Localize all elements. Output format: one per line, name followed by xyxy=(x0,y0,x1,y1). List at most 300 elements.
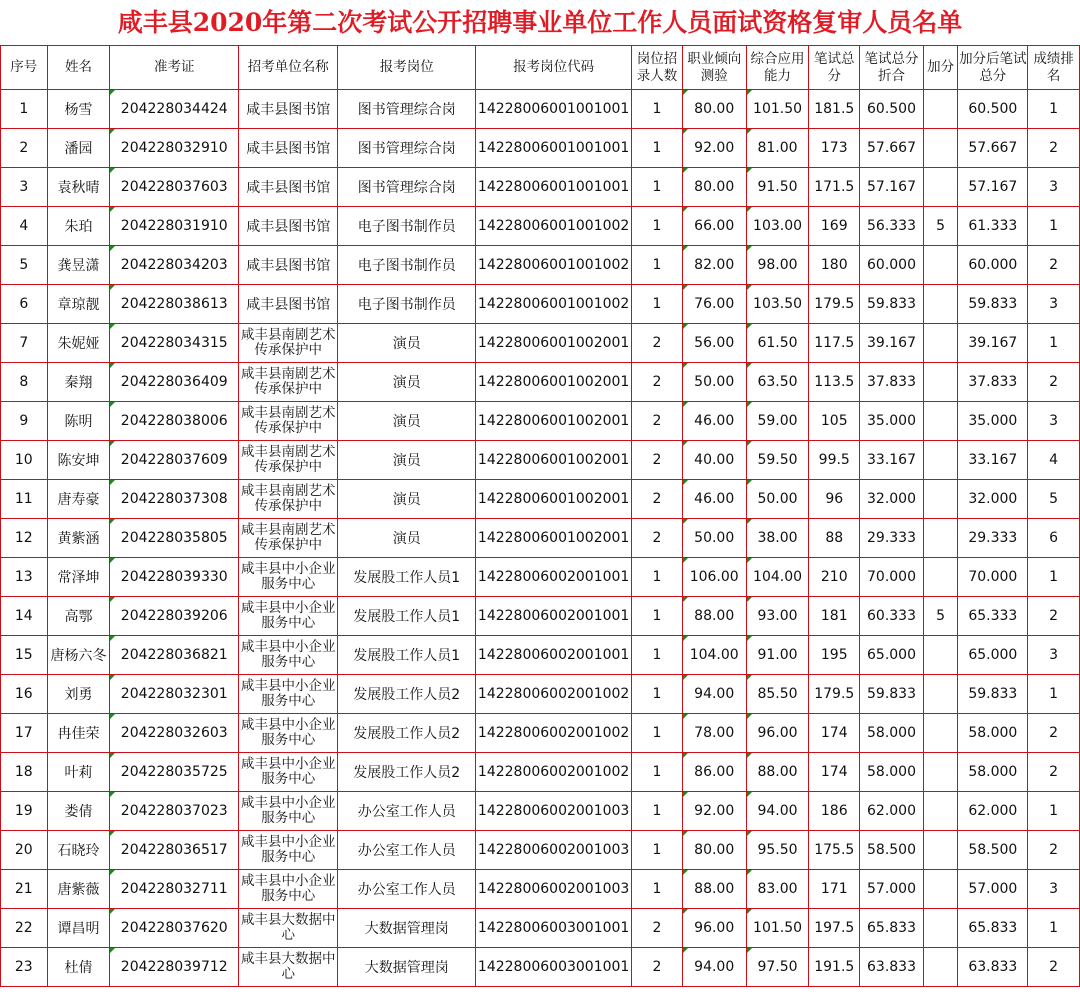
cell-aptitude-score: 88.00 xyxy=(682,597,746,636)
cell-exam-id: 204228032301 xyxy=(110,675,239,714)
cell-rank: 2 xyxy=(1028,597,1080,636)
cell-application-score: 91.50 xyxy=(746,168,809,207)
column-header-written-converted: 笔试总分折合 xyxy=(860,46,924,90)
cell-application-score: 104.00 xyxy=(746,558,809,597)
cell-bonus xyxy=(923,948,957,987)
cell-quota: 1 xyxy=(632,870,683,909)
cell-position-code: 14228006001002001 xyxy=(476,402,632,441)
cell-position: 图书管理综合岗 xyxy=(338,90,476,129)
column-header-name: 姓名 xyxy=(47,46,110,90)
cell-exam-id: 204228038613 xyxy=(110,285,239,324)
cell-written-total: 179.5 xyxy=(809,285,860,324)
cell-written-total: 175.5 xyxy=(809,831,860,870)
cell-seq: 22 xyxy=(1,909,48,948)
cell-exam-id: 204228039712 xyxy=(110,948,239,987)
cell-written-converted: 57.667 xyxy=(860,129,924,168)
candidate-table xyxy=(0,45,1080,987)
cell-position-code: 14228006001002001 xyxy=(476,480,632,519)
cell-position-code: 14228006001001002 xyxy=(476,246,632,285)
cell-application-score: 103.50 xyxy=(746,285,809,324)
column-header-written-total: 笔试总分 xyxy=(809,46,860,90)
table-row xyxy=(1,714,1080,753)
cell-position: 电子图书制作员 xyxy=(338,285,476,324)
cell-bonus xyxy=(923,402,957,441)
cell-name: 叶莉 xyxy=(47,753,110,792)
cell-position-code: 14228006003001001 xyxy=(476,909,632,948)
cell-aptitude-score: 92.00 xyxy=(682,792,746,831)
cell-aptitude-score: 106.00 xyxy=(682,558,746,597)
cell-quota: 1 xyxy=(632,831,683,870)
cell-employer: 咸丰县南剧艺术传承保护中 xyxy=(239,441,338,480)
cell-rank: 3 xyxy=(1028,285,1080,324)
cell-final-written: 65.333 xyxy=(958,597,1028,636)
cell-quota: 2 xyxy=(632,909,683,948)
table-row xyxy=(1,246,1080,285)
cell-exam-id: 204228036409 xyxy=(110,363,239,402)
cell-aptitude-score: 82.00 xyxy=(682,246,746,285)
cell-rank: 2 xyxy=(1028,363,1080,402)
cell-position-code: 14228006002001003 xyxy=(476,792,632,831)
cell-bonus xyxy=(923,480,957,519)
cell-final-written: 60.500 xyxy=(958,90,1028,129)
cell-seq: 15 xyxy=(1,636,48,675)
cell-bonus xyxy=(923,90,957,129)
cell-employer: 咸丰县中小企业服务中心 xyxy=(239,714,338,753)
cell-bonus xyxy=(923,519,957,558)
cell-name: 常泽坤 xyxy=(47,558,110,597)
cell-bonus xyxy=(923,870,957,909)
cell-aptitude-score: 50.00 xyxy=(682,363,746,402)
cell-employer: 咸丰县大数据中心 xyxy=(239,909,338,948)
cell-rank: 2 xyxy=(1028,948,1080,987)
cell-application-score: 96.00 xyxy=(746,714,809,753)
cell-application-score: 50.00 xyxy=(746,480,809,519)
cell-employer: 咸丰县图书馆 xyxy=(239,129,338,168)
cell-written-total: 210 xyxy=(809,558,860,597)
cell-aptitude-score: 92.00 xyxy=(682,129,746,168)
column-header-position: 报考岗位 xyxy=(338,46,476,90)
cell-position-code: 14228006001002001 xyxy=(476,519,632,558)
cell-written-total: 105 xyxy=(809,402,860,441)
cell-exam-id: 204228037603 xyxy=(110,168,239,207)
cell-exam-id: 204228034424 xyxy=(110,90,239,129)
cell-final-written: 58.500 xyxy=(958,831,1028,870)
cell-final-written: 57.000 xyxy=(958,870,1028,909)
cell-position: 办公室工作人员 xyxy=(338,792,476,831)
cell-application-score: 81.00 xyxy=(746,129,809,168)
cell-quota: 1 xyxy=(632,129,683,168)
cell-position-code: 14228006001001002 xyxy=(476,207,632,246)
cell-written-total: 191.5 xyxy=(809,948,860,987)
column-header-quota: 岗位招录人数 xyxy=(632,46,683,90)
cell-rank: 2 xyxy=(1028,831,1080,870)
cell-name: 朱珀 xyxy=(47,207,110,246)
cell-aptitude-score: 40.00 xyxy=(682,441,746,480)
cell-position: 大数据管理岗 xyxy=(338,948,476,987)
cell-employer: 咸丰县南剧艺术传承保护中 xyxy=(239,519,338,558)
table-row xyxy=(1,519,1080,558)
cell-exam-id: 204228036821 xyxy=(110,636,239,675)
cell-rank: 3 xyxy=(1028,402,1080,441)
cell-written-total: 174 xyxy=(809,753,860,792)
cell-employer: 咸丰县图书馆 xyxy=(239,285,338,324)
cell-quota: 1 xyxy=(632,207,683,246)
cell-final-written: 60.000 xyxy=(958,246,1028,285)
page-title: 咸丰县2020年第二次考试公开招聘事业单位工作人员面试资格复审人员名单 xyxy=(117,8,963,37)
cell-written-total: 186 xyxy=(809,792,860,831)
cell-bonus xyxy=(923,909,957,948)
cell-bonus xyxy=(923,792,957,831)
cell-position-code: 14228006002001002 xyxy=(476,753,632,792)
cell-final-written: 70.000 xyxy=(958,558,1028,597)
cell-written-converted: 60.000 xyxy=(860,246,924,285)
cell-written-converted: 62.000 xyxy=(860,792,924,831)
cell-position: 演员 xyxy=(338,324,476,363)
cell-final-written: 37.833 xyxy=(958,363,1028,402)
table-row xyxy=(1,207,1080,246)
cell-quota: 2 xyxy=(632,324,683,363)
cell-seq: 16 xyxy=(1,675,48,714)
cell-seq: 13 xyxy=(1,558,48,597)
cell-written-converted: 58.000 xyxy=(860,753,924,792)
cell-rank: 2 xyxy=(1028,246,1080,285)
cell-written-converted: 59.833 xyxy=(860,285,924,324)
cell-position-code: 14228006001002001 xyxy=(476,441,632,480)
table-row xyxy=(1,636,1080,675)
cell-quota: 1 xyxy=(632,675,683,714)
cell-quota: 1 xyxy=(632,168,683,207)
table-row xyxy=(1,285,1080,324)
cell-written-total: 181.5 xyxy=(809,90,860,129)
cell-position: 办公室工作人员 xyxy=(338,831,476,870)
cell-employer: 咸丰县中小企业服务中心 xyxy=(239,636,338,675)
cell-employer: 咸丰县中小企业服务中心 xyxy=(239,753,338,792)
cell-quota: 1 xyxy=(632,90,683,129)
cell-final-written: 58.000 xyxy=(958,753,1028,792)
cell-aptitude-score: 46.00 xyxy=(682,480,746,519)
header-row xyxy=(1,46,1080,90)
cell-rank: 1 xyxy=(1028,792,1080,831)
cell-application-score: 101.50 xyxy=(746,909,809,948)
cell-seq: 23 xyxy=(1,948,48,987)
cell-seq: 5 xyxy=(1,246,48,285)
cell-bonus xyxy=(923,675,957,714)
cell-rank: 3 xyxy=(1028,636,1080,675)
cell-seq: 17 xyxy=(1,714,48,753)
cell-final-written: 59.833 xyxy=(958,285,1028,324)
cell-exam-id: 204228038006 xyxy=(110,402,239,441)
cell-written-converted: 60.333 xyxy=(860,597,924,636)
cell-seq: 19 xyxy=(1,792,48,831)
cell-employer: 咸丰县图书馆 xyxy=(239,90,338,129)
cell-written-total: 171.5 xyxy=(809,168,860,207)
cell-written-converted: 65.833 xyxy=(860,909,924,948)
cell-written-total: 113.5 xyxy=(809,363,860,402)
table-row xyxy=(1,363,1080,402)
cell-employer: 咸丰县中小企业服务中心 xyxy=(239,675,338,714)
cell-exam-id: 204228031910 xyxy=(110,207,239,246)
cell-employer: 咸丰县南剧艺术传承保护中 xyxy=(239,402,338,441)
cell-exam-id: 204228036517 xyxy=(110,831,239,870)
cell-written-total: 174 xyxy=(809,714,860,753)
cell-name: 谭昌明 xyxy=(47,909,110,948)
cell-name: 陈明 xyxy=(47,402,110,441)
table-row xyxy=(1,753,1080,792)
cell-written-converted: 39.167 xyxy=(860,324,924,363)
cell-written-total: 88 xyxy=(809,519,860,558)
table-row xyxy=(1,324,1080,363)
cell-application-score: 61.50 xyxy=(746,324,809,363)
cell-application-score: 85.50 xyxy=(746,675,809,714)
cell-written-total: 99.5 xyxy=(809,441,860,480)
cell-aptitude-score: 46.00 xyxy=(682,402,746,441)
cell-final-written: 63.833 xyxy=(958,948,1028,987)
cell-written-total: 181 xyxy=(809,597,860,636)
table-row xyxy=(1,558,1080,597)
table-row xyxy=(1,831,1080,870)
cell-employer: 咸丰县大数据中心 xyxy=(239,948,338,987)
table-row xyxy=(1,168,1080,207)
cell-written-converted: 58.500 xyxy=(860,831,924,870)
cell-application-score: 91.00 xyxy=(746,636,809,675)
cell-exam-id: 204228034315 xyxy=(110,324,239,363)
cell-seq: 6 xyxy=(1,285,48,324)
cell-rank: 1 xyxy=(1028,909,1080,948)
cell-bonus xyxy=(923,129,957,168)
table-row xyxy=(1,402,1080,441)
cell-exam-id: 204228032910 xyxy=(110,129,239,168)
cell-written-total: 96 xyxy=(809,480,860,519)
cell-application-score: 93.00 xyxy=(746,597,809,636)
cell-name: 龚昱潇 xyxy=(47,246,110,285)
cell-written-total: 197.5 xyxy=(809,909,860,948)
cell-application-score: 59.50 xyxy=(746,441,809,480)
cell-application-score: 88.00 xyxy=(746,753,809,792)
cell-position: 演员 xyxy=(338,363,476,402)
cell-name: 朱妮娅 xyxy=(47,324,110,363)
cell-position: 电子图书制作员 xyxy=(338,246,476,285)
cell-aptitude-score: 80.00 xyxy=(682,90,746,129)
cell-final-written: 57.167 xyxy=(958,168,1028,207)
cell-name: 袁秋晴 xyxy=(47,168,110,207)
cell-rank: 1 xyxy=(1028,675,1080,714)
cell-seq: 1 xyxy=(1,90,48,129)
cell-seq: 12 xyxy=(1,519,48,558)
cell-written-converted: 59.833 xyxy=(860,675,924,714)
cell-written-total: 195 xyxy=(809,636,860,675)
cell-position-code: 14228006002001001 xyxy=(476,636,632,675)
cell-position: 发展股工作人员2 xyxy=(338,753,476,792)
cell-application-score: 38.00 xyxy=(746,519,809,558)
cell-quota: 2 xyxy=(632,363,683,402)
column-header-aptitude-score: 职业倾向测验 xyxy=(682,46,746,90)
cell-exam-id: 204228034203 xyxy=(110,246,239,285)
cell-bonus: 5 xyxy=(923,207,957,246)
cell-rank: 3 xyxy=(1028,870,1080,909)
table-row xyxy=(1,441,1080,480)
cell-employer: 咸丰县南剧艺术传承保护中 xyxy=(239,480,338,519)
cell-seq: 14 xyxy=(1,597,48,636)
cell-aptitude-score: 78.00 xyxy=(682,714,746,753)
cell-exam-id: 204228035725 xyxy=(110,753,239,792)
cell-rank: 6 xyxy=(1028,519,1080,558)
cell-name: 冉佳荣 xyxy=(47,714,110,753)
cell-aptitude-score: 56.00 xyxy=(682,324,746,363)
cell-quota: 2 xyxy=(632,441,683,480)
cell-written-total: 173 xyxy=(809,129,860,168)
cell-name: 黄紫涵 xyxy=(47,519,110,558)
cell-written-converted: 57.000 xyxy=(860,870,924,909)
cell-position: 演员 xyxy=(338,519,476,558)
cell-name: 杜倩 xyxy=(47,948,110,987)
cell-position: 电子图书制作员 xyxy=(338,207,476,246)
cell-written-converted: 56.333 xyxy=(860,207,924,246)
table-row xyxy=(1,597,1080,636)
cell-written-converted: 70.000 xyxy=(860,558,924,597)
cell-position: 图书管理综合岗 xyxy=(338,129,476,168)
cell-employer: 咸丰县图书馆 xyxy=(239,207,338,246)
cell-employer: 咸丰县中小企业服务中心 xyxy=(239,792,338,831)
cell-name: 潘园 xyxy=(47,129,110,168)
cell-application-score: 101.50 xyxy=(746,90,809,129)
cell-bonus xyxy=(923,285,957,324)
cell-final-written: 59.833 xyxy=(958,675,1028,714)
cell-bonus xyxy=(923,363,957,402)
cell-aptitude-score: 86.00 xyxy=(682,753,746,792)
cell-final-written: 65.833 xyxy=(958,909,1028,948)
cell-written-converted: 65.000 xyxy=(860,636,924,675)
cell-position: 发展股工作人员2 xyxy=(338,714,476,753)
cell-exam-id: 204228037620 xyxy=(110,909,239,948)
cell-employer: 咸丰县中小企业服务中心 xyxy=(239,558,338,597)
table-row xyxy=(1,90,1080,129)
cell-position-code: 14228006002001003 xyxy=(476,870,632,909)
cell-quota: 1 xyxy=(632,597,683,636)
cell-quota: 2 xyxy=(632,948,683,987)
cell-bonus xyxy=(923,636,957,675)
cell-position-code: 14228006003001001 xyxy=(476,948,632,987)
cell-rank: 1 xyxy=(1028,558,1080,597)
cell-rank: 2 xyxy=(1028,714,1080,753)
cell-name: 章琼靓 xyxy=(47,285,110,324)
cell-application-score: 94.00 xyxy=(746,792,809,831)
cell-name: 唐寿豪 xyxy=(47,480,110,519)
table-row xyxy=(1,129,1080,168)
cell-seq: 4 xyxy=(1,207,48,246)
column-header-application-score: 综合应用能力 xyxy=(746,46,809,90)
cell-quota: 1 xyxy=(632,285,683,324)
cell-final-written: 58.000 xyxy=(958,714,1028,753)
cell-quota: 1 xyxy=(632,558,683,597)
cell-written-total: 169 xyxy=(809,207,860,246)
cell-aptitude-score: 80.00 xyxy=(682,831,746,870)
cell-final-written: 57.667 xyxy=(958,129,1028,168)
cell-final-written: 29.333 xyxy=(958,519,1028,558)
cell-seq: 21 xyxy=(1,870,48,909)
cell-quota: 2 xyxy=(632,402,683,441)
cell-position: 办公室工作人员 xyxy=(338,870,476,909)
column-header-position-code: 报考岗位代码 xyxy=(476,46,632,90)
cell-written-converted: 29.333 xyxy=(860,519,924,558)
cell-application-score: 98.00 xyxy=(746,246,809,285)
column-header-seq: 序号 xyxy=(1,46,48,90)
cell-position-code: 14228006001001001 xyxy=(476,129,632,168)
cell-aptitude-score: 88.00 xyxy=(682,870,746,909)
cell-rank: 2 xyxy=(1028,753,1080,792)
cell-aptitude-score: 94.00 xyxy=(682,675,746,714)
cell-quota: 2 xyxy=(632,480,683,519)
cell-rank: 1 xyxy=(1028,207,1080,246)
cell-aptitude-score: 66.00 xyxy=(682,207,746,246)
cell-seq: 11 xyxy=(1,480,48,519)
cell-position-code: 14228006002001003 xyxy=(476,831,632,870)
cell-final-written: 62.000 xyxy=(958,792,1028,831)
cell-name: 娄倩 xyxy=(47,792,110,831)
cell-seq: 2 xyxy=(1,129,48,168)
cell-position-code: 14228006001001002 xyxy=(476,285,632,324)
cell-exam-id: 204228032711 xyxy=(110,870,239,909)
table-row xyxy=(1,948,1080,987)
cell-position: 演员 xyxy=(338,480,476,519)
cell-bonus xyxy=(923,714,957,753)
cell-quota: 1 xyxy=(632,714,683,753)
cell-exam-id: 204228037308 xyxy=(110,480,239,519)
cell-seq: 10 xyxy=(1,441,48,480)
cell-exam-id: 204228039206 xyxy=(110,597,239,636)
cell-bonus xyxy=(923,753,957,792)
cell-employer: 咸丰县图书馆 xyxy=(239,168,338,207)
cell-quota: 1 xyxy=(632,753,683,792)
cell-employer: 咸丰县南剧艺术传承保护中 xyxy=(239,363,338,402)
column-header-rank: 成绩排名 xyxy=(1028,46,1080,90)
cell-position-code: 14228006002001002 xyxy=(476,714,632,753)
cell-aptitude-score: 104.00 xyxy=(682,636,746,675)
cell-aptitude-score: 96.00 xyxy=(682,909,746,948)
cell-name: 秦翔 xyxy=(47,363,110,402)
cell-written-converted: 33.167 xyxy=(860,441,924,480)
cell-application-score: 63.50 xyxy=(746,363,809,402)
cell-bonus xyxy=(923,168,957,207)
cell-position: 发展股工作人员1 xyxy=(338,558,476,597)
cell-seq: 20 xyxy=(1,831,48,870)
cell-final-written: 32.000 xyxy=(958,480,1028,519)
cell-employer: 咸丰县图书馆 xyxy=(239,246,338,285)
cell-written-converted: 32.000 xyxy=(860,480,924,519)
cell-position: 图书管理综合岗 xyxy=(338,168,476,207)
cell-final-written: 65.000 xyxy=(958,636,1028,675)
cell-exam-id: 204228032603 xyxy=(110,714,239,753)
cell-position: 发展股工作人员1 xyxy=(338,597,476,636)
column-header-bonus: 加分 xyxy=(923,46,957,90)
cell-rank: 5 xyxy=(1028,480,1080,519)
cell-aptitude-score: 76.00 xyxy=(682,285,746,324)
cell-written-total: 179.5 xyxy=(809,675,860,714)
cell-quota: 2 xyxy=(632,519,683,558)
cell-written-converted: 37.833 xyxy=(860,363,924,402)
cell-seq: 9 xyxy=(1,402,48,441)
cell-bonus: 5 xyxy=(923,597,957,636)
cell-quota: 1 xyxy=(632,636,683,675)
cell-written-total: 180 xyxy=(809,246,860,285)
cell-position-code: 14228006002001002 xyxy=(476,675,632,714)
cell-quota: 1 xyxy=(632,246,683,285)
cell-name: 杨雪 xyxy=(47,90,110,129)
cell-position-code: 14228006002001001 xyxy=(476,558,632,597)
cell-written-converted: 63.833 xyxy=(860,948,924,987)
cell-bonus xyxy=(923,441,957,480)
cell-name: 石晓玲 xyxy=(47,831,110,870)
cell-name: 刘勇 xyxy=(47,675,110,714)
